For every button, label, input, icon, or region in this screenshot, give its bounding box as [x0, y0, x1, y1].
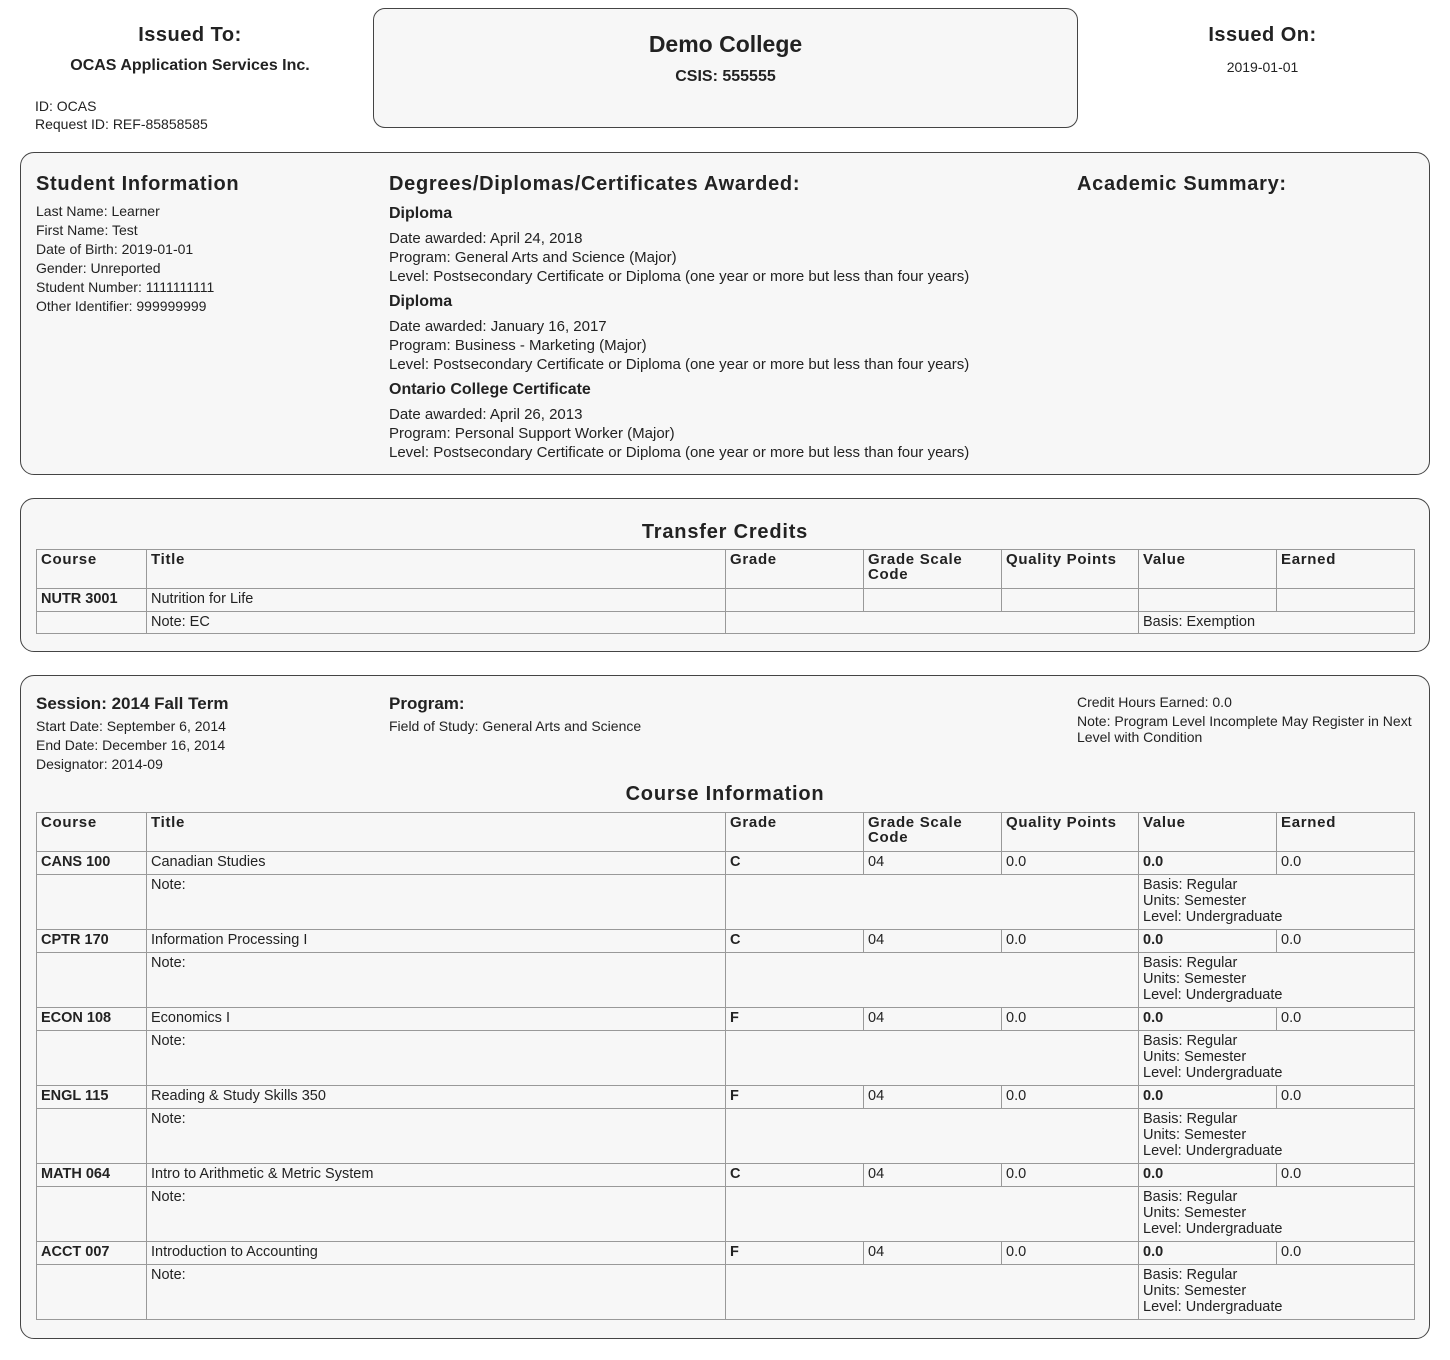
course-basis: Basis: Regular — [1143, 1267, 1238, 1283]
course-basis: Basis: Regular — [1143, 877, 1238, 893]
course-units: Units: Semester — [1143, 1205, 1247, 1221]
course-level: Level: Undergraduate — [1143, 1221, 1283, 1237]
course-grade: C — [726, 930, 864, 953]
course-title: Reading & Study Skills 350 — [147, 1086, 726, 1109]
table-row — [37, 589, 1415, 612]
col-header: Title — [147, 550, 726, 589]
program-label: Program: — [389, 694, 465, 713]
request-id: Request ID: REF-85858585 — [35, 116, 208, 132]
course-value — [1139, 589, 1277, 612]
course-basis: Basis: Regular — [1143, 955, 1238, 971]
col-header: Course — [37, 550, 147, 589]
issued-to-block — [20, 24, 360, 133]
degree-item — [389, 381, 1069, 462]
table-row — [37, 1086, 1415, 1109]
course-quality: 0.0 — [1002, 930, 1139, 953]
course-level: Level: Undergraduate — [1143, 1299, 1283, 1315]
student-info-title: Student Information — [36, 173, 240, 195]
course-info-title: Course Information — [625, 783, 825, 805]
course-grade: C — [726, 1164, 864, 1187]
student-field: Other Identifier: 999999999 — [36, 298, 207, 314]
issued-on-label: Issued On: — [1208, 24, 1317, 46]
course-basis: Basis: Regular — [1143, 1189, 1238, 1205]
transfer-credits-title: Transfer Credits — [641, 521, 809, 543]
degree-level: Level: Postsecondary Certificate or Diploma (one year or more but less than four years) — [389, 268, 970, 285]
course-code: NUTR 3001 — [37, 589, 147, 612]
table-row — [37, 852, 1415, 875]
student-panel — [20, 152, 1430, 475]
course-details — [1139, 875, 1415, 930]
course-value: 0.0 — [1139, 930, 1277, 953]
table-note-row — [37, 953, 1415, 1008]
course-basis: Basis: Exemption — [1139, 612, 1415, 634]
course-level: Level: Undergraduate — [1143, 987, 1283, 1003]
course-code: CANS 100 — [37, 852, 147, 875]
col-header: Quality Points — [1002, 813, 1139, 852]
course-details — [1139, 1187, 1415, 1242]
course-details — [1139, 953, 1415, 1008]
course-scale — [864, 589, 1002, 612]
course-note: Note: — [147, 875, 726, 930]
course-value: 0.0 — [1139, 1008, 1277, 1031]
session-end: End Date: December 16, 2014 — [36, 737, 226, 753]
course-value: 0.0 — [1139, 852, 1277, 875]
course-level: Level: Undergraduate — [1143, 1143, 1283, 1159]
session-summary — [1077, 694, 1417, 745]
degree-level: Level: Postsecondary Certificate or Diploma (one year or more but less than four years) — [389, 444, 970, 461]
course-earned: 0.0 — [1277, 930, 1415, 953]
course-value: 0.0 — [1139, 1242, 1277, 1265]
table-note-row — [37, 1265, 1415, 1320]
course-note: Note: — [147, 1109, 726, 1164]
college-box — [373, 8, 1078, 128]
student-field: Student Number: 1111111111 — [36, 279, 215, 295]
course-value: 0.0 — [1139, 1086, 1277, 1109]
course-note: Note: — [147, 1187, 726, 1242]
credit-hours: Credit Hours Earned: 0.0 — [1077, 694, 1232, 710]
course-note: Note: EC — [147, 612, 726, 634]
course-code: ECON 108 — [37, 1008, 147, 1031]
course-earned — [1277, 589, 1415, 612]
course-quality: 0.0 — [1002, 852, 1139, 875]
course-basis: Basis: Regular — [1143, 1111, 1238, 1127]
course-details — [1139, 1265, 1415, 1320]
session-title: Session: 2014 Fall Term — [36, 694, 229, 713]
degrees-title: Degrees/Diplomas/Certificates Awarded: — [389, 173, 801, 195]
college-name: Demo College — [648, 31, 803, 57]
course-scale: 04 — [864, 1008, 1002, 1031]
course-scale: 04 — [864, 1242, 1002, 1265]
col-header: Grade — [726, 813, 864, 852]
transfer-credits-panel — [20, 498, 1430, 652]
course-scale: 04 — [864, 1164, 1002, 1187]
course-level: Level: Undergraduate — [1143, 909, 1283, 925]
course-note: Note: — [147, 1031, 726, 1086]
course-note: Note: — [147, 1265, 726, 1320]
session-start: Start Date: September 6, 2014 — [36, 718, 226, 734]
course-title: Introduction to Accounting — [147, 1242, 726, 1265]
table-note-row — [37, 1109, 1415, 1164]
course-earned: 0.0 — [1277, 1164, 1415, 1187]
col-header: Title — [147, 813, 726, 852]
col-header: Earned — [1277, 550, 1415, 589]
issued-on-block — [1160, 24, 1365, 75]
col-header: Grade Scale Code — [864, 813, 1002, 852]
student-field: Last Name: Learner — [36, 203, 160, 219]
table-note-row — [37, 1031, 1415, 1086]
degree-item — [389, 293, 1069, 374]
table-row — [37, 1008, 1415, 1031]
course-title: Economics I — [147, 1008, 726, 1031]
table-header-row — [37, 550, 1415, 589]
session-program — [389, 694, 989, 736]
course-grade: C — [726, 852, 864, 875]
student-info — [36, 173, 366, 316]
course-quality: 0.0 — [1002, 1242, 1139, 1265]
col-header: Value — [1139, 813, 1277, 852]
table-note-row — [37, 875, 1415, 930]
course-level: Level: Undergraduate — [1143, 1065, 1283, 1081]
course-quality: 0.0 — [1002, 1164, 1139, 1187]
course-code: MATH 064 — [37, 1164, 147, 1187]
col-header: Earned — [1277, 813, 1415, 852]
degree-level: Level: Postsecondary Certificate or Diploma (one year or more but less than four years) — [389, 356, 970, 373]
course-scale: 04 — [864, 852, 1002, 875]
col-header: Course — [37, 813, 147, 852]
course-title: Intro to Arithmetic & Metric System — [147, 1164, 726, 1187]
table-note-row — [37, 612, 1415, 634]
course-scale: 04 — [864, 1086, 1002, 1109]
course-basis: Basis: Regular — [1143, 1033, 1238, 1049]
course-earned: 0.0 — [1277, 1086, 1415, 1109]
degree-date: Date awarded: April 26, 2013 — [389, 406, 583, 423]
course-units: Units: Semester — [1143, 1049, 1247, 1065]
course-earned: 0.0 — [1277, 1242, 1415, 1265]
course-value: 0.0 — [1139, 1164, 1277, 1187]
degree-item — [389, 205, 1069, 286]
student-field: Gender: Unreported — [36, 260, 161, 276]
session-note: Note: Program Level Incomplete May Register in Next Level with Condition — [1077, 713, 1412, 745]
course-units: Units: Semester — [1143, 1127, 1247, 1143]
student-field: Date of Birth: 2019-01-01 — [36, 241, 194, 257]
issued-on-date: 2019-01-01 — [1226, 59, 1299, 75]
recipient-id: ID: OCAS — [35, 98, 97, 114]
issued-to-org: OCAS Application Services Inc. — [70, 57, 310, 74]
degree-name: Ontario College Certificate — [389, 381, 591, 398]
session-panel — [20, 675, 1430, 1339]
course-quality: 0.0 — [1002, 1086, 1139, 1109]
transfer-credits-table — [36, 549, 1415, 634]
course-quality: 0.0 — [1002, 1008, 1139, 1031]
course-details — [1139, 1109, 1415, 1164]
degree-program: Program: Business - Marketing (Major) — [389, 337, 647, 354]
course-grade: F — [726, 1242, 864, 1265]
table-row — [37, 1242, 1415, 1265]
degree-program: Program: Personal Support Worker (Major) — [389, 425, 675, 442]
academic-summary — [1077, 173, 1287, 196]
course-scale: 04 — [864, 930, 1002, 953]
field-of-study: Field of Study: General Arts and Science — [389, 718, 642, 734]
course-title: Information Processing I — [147, 930, 726, 953]
table-header-row — [37, 813, 1415, 852]
col-header: Grade — [726, 550, 864, 589]
session-info — [36, 694, 366, 774]
table-row — [37, 1164, 1415, 1187]
degree-program: Program: General Arts and Science (Major) — [389, 249, 677, 266]
course-earned: 0.0 — [1277, 852, 1415, 875]
course-grade: F — [726, 1008, 864, 1031]
degrees-list — [389, 173, 1069, 462]
degree-date: Date awarded: April 24, 2018 — [389, 230, 583, 247]
course-note: Note: — [147, 953, 726, 1008]
course-title: Nutrition for Life — [147, 589, 726, 612]
table-note-row — [37, 1187, 1415, 1242]
col-header: Quality Points — [1002, 550, 1139, 589]
course-code: ACCT 007 — [37, 1242, 147, 1265]
course-units: Units: Semester — [1143, 1283, 1247, 1299]
degree-name: Diploma — [389, 205, 453, 222]
course-grade: F — [726, 1086, 864, 1109]
academic-summary-title: Academic Summary: — [1077, 173, 1287, 195]
course-grade — [726, 589, 864, 612]
college-csis: CSIS: 555555 — [675, 68, 776, 85]
course-code: ENGL 115 — [37, 1086, 147, 1109]
col-header: Value — [1139, 550, 1277, 589]
table-row — [37, 930, 1415, 953]
course-earned: 0.0 — [1277, 1008, 1415, 1031]
session-designator: Designator: 2014-09 — [36, 756, 163, 772]
course-quality — [1002, 589, 1139, 612]
col-header: Grade Scale Code — [864, 550, 1002, 589]
course-code: CPTR 170 — [37, 930, 147, 953]
degree-name: Diploma — [389, 293, 453, 310]
course-title: Canadian Studies — [147, 852, 726, 875]
issued-to-label: Issued To: — [138, 24, 242, 46]
course-units: Units: Semester — [1143, 893, 1247, 909]
course-details — [1139, 1031, 1415, 1086]
degree-date: Date awarded: January 16, 2017 — [389, 318, 607, 335]
student-field: First Name: Test — [36, 222, 138, 238]
course-units: Units: Semester — [1143, 971, 1247, 987]
course-table — [36, 812, 1415, 1320]
